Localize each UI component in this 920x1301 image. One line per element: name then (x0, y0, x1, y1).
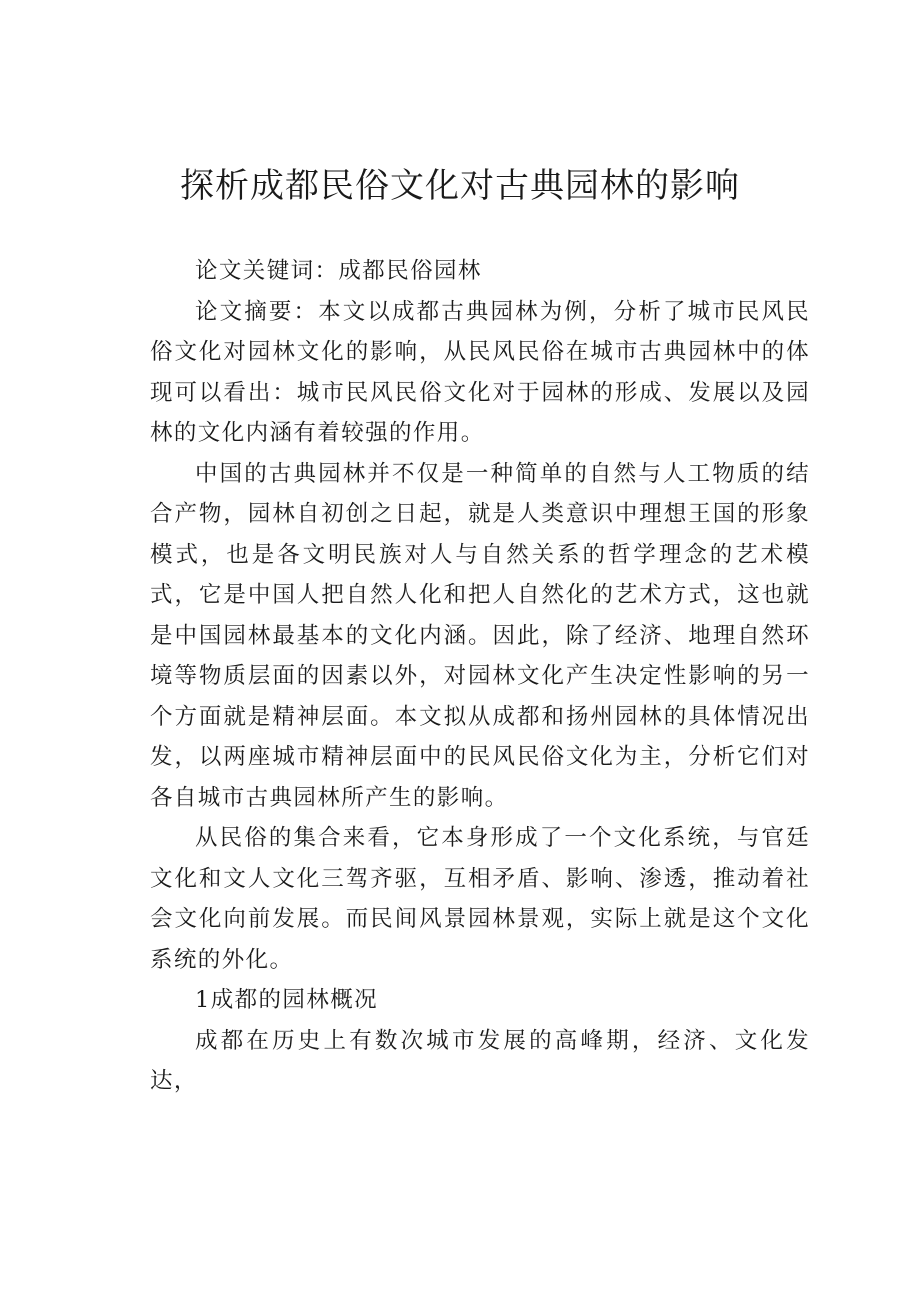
document-body (150, 251, 810, 1102)
folk-culture-paragraph: 从民俗的集合来看，它本身形成了一个文化系统，与官廷文化和文人文化三驾齐驱，互相矛盾、影响、渗透，推动着社会文化向前发展。而民间风景园林景观，实际上就是这个文化系统的外化。 (150, 825, 810, 973)
section-heading: 1成都的园林概况 (195, 987, 379, 1013)
abstract-paragraph: 论文摘要：本文以成都古典园林为例，分析了城市民风民俗文化对园林文化的影响，从民风民俗在城市古典园林中的体现可以看出：城市民风民俗文化对于园林的形成、发展以及园林的文化内涵有着较强的作用。 (150, 298, 810, 446)
keywords-paragraph: 论文关键词：成都民俗园林 (195, 258, 482, 284)
intro-paragraph: 中国的古典园林并不仅是一种简单的自然与人工物质的结合产物，园林自初创之日起，就是人类意识中理想王国的形象模式，也是各文明民族对人与自然关系的哲学理念的艺术模式，它是中国人把自然人化和把人自然化的艺术方式，这也就是中国园林最基本的文化内涵。因此，除了经济、地理自然环境等物质层面的因素以外，对园林文化产生决定性影响的另一个方面就是精神层面。本文拟从成都和扬州园林的具体情况出发，以两座城市精神层面中的民风民俗文化为主，分析它们对各自城市古典园林所产生的影响。 (150, 460, 810, 811)
section-paragraph: 成都在历史上有数次城市发展的高峰期，经济、文化发达， (150, 1027, 810, 1094)
document-title: 探析成都民俗文化对古典园林的影响 (180, 166, 740, 206)
